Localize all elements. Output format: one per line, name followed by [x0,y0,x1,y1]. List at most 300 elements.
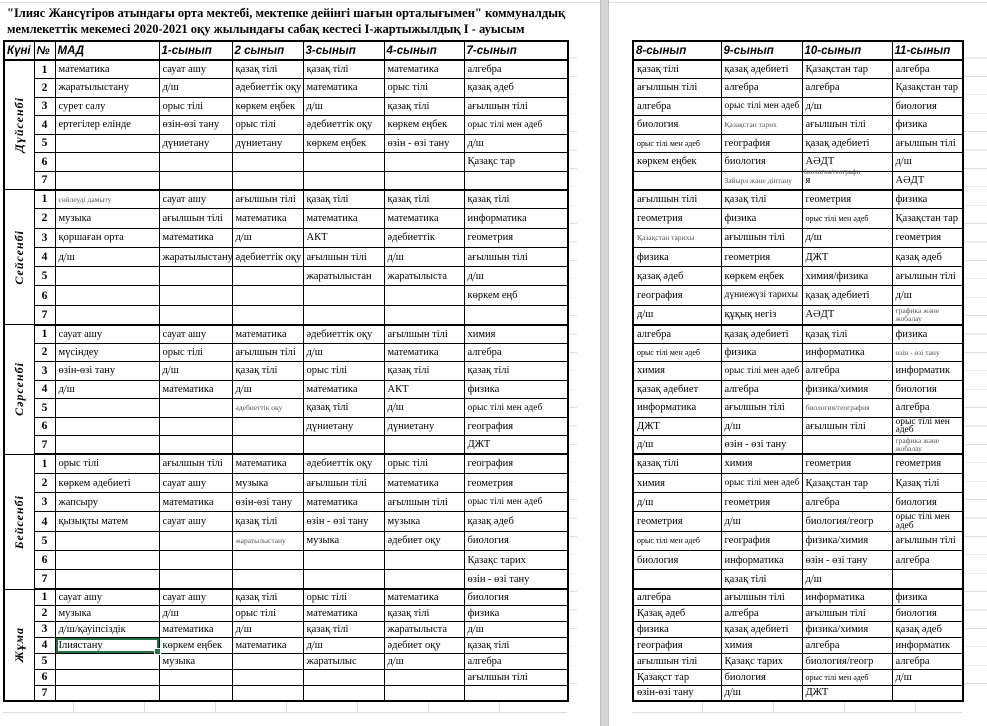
left-period-number-d3-r1[interactable]: 1 [34,325,55,344]
left-cell-d1-r1-c6[interactable]: алгебра [464,60,568,79]
right-cell-d1-r1-c1[interactable]: қазақ тілі [633,60,721,79]
right-cell-d1-r2-c2[interactable]: алгебра [721,79,802,98]
left-cell-d4-r1-c3[interactable]: математика [232,454,303,473]
right-cell-d2-r3-c1[interactable]: Қазақстан тарихы [633,228,721,247]
left-period-number-d3-r6[interactable]: 6 [34,417,55,436]
right-cell-d4-r5-c3[interactable]: физика/химия [802,531,892,550]
left-cell-d1-r4-c2[interactable]: өзін-өзі тану [159,116,232,135]
right-cell-d3-r3-c4[interactable]: информатик [892,362,963,381]
left-cell-d2-r7-c4[interactable] [303,305,384,324]
left-cell-d1-r5-c6[interactable]: д/ш [464,134,568,153]
left-period-number-d2-r2[interactable]: 2 [34,209,55,228]
left-period-number-d2-r3[interactable]: 3 [34,228,55,247]
left-cell-d2-r3-c2[interactable]: математика [159,228,232,247]
left-cell-d2-r1-c2[interactable]: сауат ашу [159,190,232,209]
left-cell-d2-r6-c6[interactable]: көркем еңб [464,286,568,305]
left-cell-d3-r1-c5[interactable]: ағылшын тілі [384,325,464,344]
right-cell-d1-r6-c1[interactable]: көркем еңбек [633,153,721,172]
left-cell-d1-r1-c2[interactable]: сауат ашу [159,60,232,79]
left-cell-d3-r3-c1[interactable]: өзін-өзі тану [55,362,159,381]
left-cell-d4-r3-c3[interactable]: өзін-өзі тану [232,493,303,512]
right-cell-d4-r2-c3[interactable]: Қазақстан тар [802,473,892,492]
left-cell-d2-r4-c3[interactable]: әдебиеттік оқу [232,247,303,266]
left-cell-d1-r3-c4[interactable]: д/ш [303,97,384,116]
left-cell-d3-r3-c6[interactable]: қазақ тілі [464,362,568,381]
right-cell-d3-r1-c4[interactable]: физика [892,325,963,344]
left-cell-d4-r4-c2[interactable]: сауат ашу [159,512,232,531]
right-cell-d1-r3-c2[interactable]: орыс тілі мен әдеб [721,97,802,116]
left-cell-d4-r1-c4[interactable]: әдебиеттік оқу [303,454,384,473]
right-cell-d5-r1-c1[interactable]: алгебра [633,589,721,605]
day-label-5[interactable] [4,589,34,701]
right-cell-d3-r6-c4[interactable]: орыс тілі мен әдеб [892,417,963,436]
right-column-header-1[interactable]: 8-сынып [633,41,721,60]
left-cell-d3-r3-c3[interactable]: қазақ тілі [232,362,303,381]
left-period-number-d2-r6[interactable]: 6 [34,286,55,305]
left-cell-d4-r2-c2[interactable]: сауат ашу [159,473,232,492]
left-cell-d4-r7-c4[interactable] [303,570,384,589]
right-cell-d3-r6-c1[interactable]: ДЖТ [633,417,721,436]
left-cell-d2-r2-c2[interactable]: ағылшын тілі [159,209,232,228]
left-cell-d2-r2-c1[interactable]: музыка [55,209,159,228]
left-cell-d1-r5-c4[interactable]: көркем еңбек [303,134,384,153]
left-cell-d5-r2-c4[interactable]: математика [303,605,384,621]
right-cell-d4-r7-c1[interactable] [633,570,721,589]
right-cell-d3-r2-c4[interactable]: өзін - өзі тану [892,343,963,362]
left-cell-d3-r6-c1[interactable] [55,417,159,436]
right-cell-d2-r1-c3[interactable]: геометрия [802,190,892,209]
right-cell-d2-r4-c4[interactable]: қазақ әдеб [892,247,963,266]
left-cell-d5-r7-c5[interactable] [384,685,464,701]
left-cell-d5-r1-c6[interactable]: биология [464,589,568,605]
left-cell-d5-r5-c6[interactable]: алгебра [464,653,568,669]
left-cell-d4-r5-c2[interactable] [159,531,232,550]
left-cell-d3-r2-c4[interactable]: д/ш [303,343,384,362]
day-label-4[interactable] [4,454,34,589]
left-period-number-d3-r3[interactable]: 3 [34,362,55,381]
right-cell-d3-r4-c3[interactable]: физика/химия [802,380,892,399]
right-cell-d3-r1-c3[interactable]: қазақ тілі [802,325,892,344]
right-cell-d5-r3-c1[interactable]: физика [633,621,721,637]
left-cell-d1-r3-c6[interactable]: ағылшын тілі [464,97,568,116]
left-period-number-d4-r5[interactable]: 5 [34,531,55,550]
right-cell-d1-r3-c1[interactable]: алгебра [633,97,721,116]
left-cell-d1-r4-c3[interactable]: орыс тілі [232,116,303,135]
right-cell-d5-r5-c1[interactable]: ағылшын тілі [633,653,721,669]
right-cell-d5-r4-c3[interactable]: алгебра [802,637,892,653]
right-cell-d3-r7-c3[interactable] [802,436,892,455]
left-cell-d4-r4-c6[interactable]: қазақ әдеб [464,512,568,531]
left-cell-d2-r5-c5[interactable]: жаратылыста [384,267,464,286]
left-cell-d3-r1-c2[interactable]: сауат ашу [159,325,232,344]
right-cell-d5-r7-c4[interactable] [892,685,963,701]
left-cell-d1-r7-c5[interactable] [384,171,464,190]
right-cell-d2-r6-c2[interactable]: дүниежүзі тарихы [721,286,802,305]
left-cell-d1-r2-c6[interactable]: қазақ әдеб [464,79,568,98]
right-cell-d2-r5-c2[interactable]: көркем еңбек [721,267,802,286]
right-cell-d1-r1-c3[interactable]: Қазақстан тар [802,60,892,79]
left-cell-d5-r2-c6[interactable]: физика [464,605,568,621]
left-period-number-d2-r7[interactable]: 7 [34,305,55,324]
left-cell-d3-r6-c5[interactable]: дүниетану [384,417,464,436]
left-cell-d3-r2-c5[interactable]: математика [384,343,464,362]
left-cell-d3-r7-c6[interactable]: ДЖТ [464,436,568,455]
right-cell-d3-r6-c2[interactable]: д/ш [721,417,802,436]
left-cell-d5-r1-c1[interactable]: сауат ашу [55,589,159,605]
right-cell-d1-r6-c2[interactable]: биология [721,153,802,172]
left-cell-d4-r4-c3[interactable]: қазақ тілі [232,512,303,531]
right-cell-d4-r3-c1[interactable]: д/ш [633,493,721,512]
left-cell-d2-r1-c3[interactable]: ағылшын тілі [232,190,303,209]
left-period-number-d5-r7[interactable]: 7 [34,685,55,701]
right-cell-d4-r6-c2[interactable]: информатика [721,551,802,570]
right-cell-d1-r4-c1[interactable]: биология [633,116,721,135]
right-cell-d5-r5-c3[interactable]: биология/геогр [802,653,892,669]
right-cell-d5-r6-c4[interactable]: д/ш [892,669,963,685]
right-cell-d5-r5-c4[interactable]: алгебра [892,653,963,669]
right-cell-d5-r2-c2[interactable]: алгебра [721,605,802,621]
left-cell-d4-r6-c4[interactable] [303,551,384,570]
left-cell-d5-r7-c6[interactable] [464,685,568,701]
right-cell-d5-r4-c2[interactable]: химия [721,637,802,653]
left-cell-d1-r1-c1[interactable]: математика [55,60,159,79]
right-cell-d5-r1-c3[interactable]: информатика [802,589,892,605]
right-cell-d3-r2-c1[interactable]: орыс тілі мен әдеб [633,343,721,362]
left-period-number-d2-r4[interactable]: 4 [34,247,55,266]
left-cell-d3-r6-c6[interactable]: география [464,417,568,436]
left-cell-d1-r6-c2[interactable] [159,153,232,172]
right-cell-d2-r6-c1[interactable]: география [633,286,721,305]
right-cell-d5-r2-c1[interactable]: Қазақ әдеб [633,605,721,621]
left-cell-d3-r3-c2[interactable]: д/ш [159,362,232,381]
right-cell-d3-r4-c4[interactable]: биология [892,380,963,399]
right-cell-d4-r2-c4[interactable]: Қазақ тілі [892,473,963,492]
left-cell-d1-r3-c2[interactable]: орыс тілі [159,97,232,116]
left-cell-d1-r1-c4[interactable]: қазақ тілі [303,60,384,79]
left-cell-d2-r1-c6[interactable]: қазақ тілі [464,190,568,209]
left-period-number-d1-r7[interactable]: 7 [34,171,55,190]
left-period-number-d4-r3[interactable]: 3 [34,493,55,512]
left-cell-d2-r3-c3[interactable]: д/ш [232,228,303,247]
right-cell-d2-r3-c2[interactable]: ағылшын тілі [721,228,802,247]
right-cell-d5-r2-c4[interactable]: биология [892,605,963,621]
right-cell-d4-r4-c2[interactable]: д/ш [721,512,802,531]
left-cell-d4-r7-c3[interactable] [232,570,303,589]
right-cell-d4-r5-c4[interactable]: ағылшын тілі [892,531,963,550]
right-cell-d5-r7-c2[interactable]: д/ш [721,685,802,701]
left-cell-d2-r2-c6[interactable]: информатика [464,209,568,228]
right-cell-d5-r1-c4[interactable]: физика [892,589,963,605]
right-cell-d4-r4-c3[interactable]: биология/геогр [802,512,892,531]
left-period-number-d1-r1[interactable]: 1 [34,60,55,79]
left-cell-d5-r1-c3[interactable]: қазақ тілі [232,589,303,605]
right-cell-d4-r3-c4[interactable]: биология [892,493,963,512]
right-cell-d3-r3-c1[interactable]: химия [633,362,721,381]
left-cell-d5-r2-c3[interactable]: орыс тілі [232,605,303,621]
left-cell-d4-r4-c1[interactable]: қызықты матем [55,512,159,531]
left-cell-d2-r3-c5[interactable]: әдебиеттік [384,228,464,247]
right-cell-d4-r4-c1[interactable]: геометрия [633,512,721,531]
right-cell-d2-r4-c1[interactable]: физика [633,247,721,266]
left-cell-d5-r4-c6[interactable]: қазақ тілі [464,637,568,653]
right-cell-d2-r7-c3[interactable]: АӘДТ [802,305,892,324]
left-period-number-d4-r6[interactable]: 6 [34,551,55,570]
right-cell-d3-r7-c1[interactable]: д/ш [633,436,721,455]
left-cell-d4-r5-c1[interactable] [55,531,159,550]
left-period-number-d5-r4[interactable]: 4 [34,637,55,653]
left-period-number-d3-r4[interactable]: 4 [34,380,55,399]
left-cell-d3-r4-c6[interactable]: физика [464,380,568,399]
right-cell-d1-r7-c1[interactable] [633,171,721,190]
left-cell-d4-r2-c6[interactable]: геометрия [464,473,568,492]
right-cell-d2-r1-c1[interactable]: ағылшын тілі [633,190,721,209]
left-period-number-d1-r5[interactable]: 5 [34,134,55,153]
right-cell-d3-r5-c1[interactable]: информатика [633,399,721,418]
left-period-number-d3-r7[interactable]: 7 [34,436,55,455]
day-label-3[interactable] [4,325,34,455]
day-label-2[interactable] [4,190,34,325]
left-cell-d1-r6-c3[interactable] [232,153,303,172]
right-cell-d5-r7-c3[interactable]: ДЖТ [802,685,892,701]
left-cell-d1-r1-c5[interactable]: математика [384,60,464,79]
left-cell-d2-r6-c5[interactable] [384,286,464,305]
left-cell-d5-r2-c2[interactable]: д/ш [159,605,232,621]
right-cell-d5-r6-c1[interactable]: Қазақст тар [633,669,721,685]
left-cell-d1-r4-c1[interactable]: ертегілер елінде [55,116,159,135]
left-cell-d2-r7-c5[interactable] [384,305,464,324]
left-cell-d2-r3-c1[interactable]: қоршаған орта [55,228,159,247]
right-cell-d3-r7-c4[interactable]: графика және жобалау [892,436,963,455]
left-cell-d1-r4-c6[interactable]: орыс тілі мен әдеб [464,116,568,135]
left-period-number-d3-r2[interactable]: 2 [34,343,55,362]
left-cell-d3-r4-c1[interactable]: д/ш [55,380,159,399]
left-period-number-d5-r5[interactable]: 5 [34,653,55,669]
left-period-number-d1-r6[interactable]: 6 [34,153,55,172]
left-cell-d1-r3-c5[interactable]: қазақ тілі [384,97,464,116]
left-cell-d5-r3-c3[interactable]: д/ш [232,621,303,637]
left-period-number-d4-r1[interactable]: 1 [34,454,55,473]
right-cell-d4-r7-c4[interactable] [892,570,963,589]
left-cell-d4-r5-c6[interactable]: биология [464,531,568,550]
right-cell-d5-r3-c4[interactable]: қазақ әдеб [892,621,963,637]
left-cell-d3-r2-c2[interactable]: орыс тілі [159,343,232,362]
right-cell-d5-r3-c3[interactable]: физика/химия [802,621,892,637]
left-cell-d2-r5-c3[interactable] [232,267,303,286]
right-cell-d2-r5-c4[interactable]: ағылшын тілі [892,267,963,286]
left-cell-d1-r7-c6[interactable] [464,171,568,190]
right-cell-d2-r5-c3[interactable]: химия/физика [802,267,892,286]
left-cell-d2-r2-c5[interactable]: математика [384,209,464,228]
left-cell-d3-r1-c6[interactable]: химия [464,325,568,344]
left-cell-d1-r7-c2[interactable] [159,171,232,190]
left-cell-d1-r6-c1[interactable] [55,153,159,172]
right-cell-d1-r5-c1[interactable]: орыс тілі мен әдеб [633,134,721,153]
right-cell-d1-r3-c4[interactable]: биология [892,97,963,116]
left-column-header-7[interactable]: 4-сынып [384,41,464,60]
right-cell-d5-r4-c4[interactable]: информатик [892,637,963,653]
left-cell-d5-r3-c2[interactable]: математика [159,621,232,637]
left-period-number-d5-r1[interactable]: 1 [34,589,55,605]
left-cell-d1-r7-c4[interactable] [303,171,384,190]
left-cell-d4-r4-c4[interactable]: өзін - өзі тану [303,512,384,531]
left-cell-d5-r7-c2[interactable] [159,685,232,701]
left-cell-d5-r7-c3[interactable] [232,685,303,701]
right-cell-d1-r2-c1[interactable]: ағылшын тілі [633,79,721,98]
right-cell-d4-r6-c1[interactable]: биология [633,551,721,570]
left-cell-d5-r6-c6[interactable]: ағылшын тілі [464,669,568,685]
right-cell-d3-r3-c3[interactable]: алгебра [802,362,892,381]
left-cell-d1-r5-c5[interactable]: өзін - өзі тану [384,134,464,153]
right-cell-d2-r1-c4[interactable]: физика [892,190,963,209]
right-cell-d1-r4-c3[interactable]: ағылшын тілі [802,116,892,135]
left-cell-d5-r5-c4[interactable]: жаратылыс [303,653,384,669]
left-cell-d2-r4-c1[interactable]: д/ш [55,247,159,266]
left-cell-d2-r4-c6[interactable]: ағылшын тілі [464,247,568,266]
left-column-header-4[interactable]: 1-сынып [159,41,232,60]
right-cell-d5-r4-c1[interactable]: география [633,637,721,653]
left-cell-d1-r5-c2[interactable]: дүниетану [159,134,232,153]
left-cell-d1-r2-c5[interactable]: орыс тілі [384,79,464,98]
left-cell-d3-r4-c2[interactable]: математика [159,380,232,399]
left-cell-d1-r2-c1[interactable]: жаратылыстану [55,79,159,98]
left-cell-d1-r6-c4[interactable] [303,153,384,172]
left-cell-d2-r3-c6[interactable]: геометрия [464,228,568,247]
left-cell-d3-r7-c2[interactable] [159,436,232,455]
right-cell-d5-r6-c2[interactable]: биология [721,669,802,685]
left-cell-d4-r5-c3[interactable]: жаратылыстану [232,531,303,550]
left-cell-d3-r7-c4[interactable] [303,436,384,455]
left-cell-d2-r5-c6[interactable]: д/ш [464,267,568,286]
left-cell-d2-r2-c4[interactable]: математика [303,209,384,228]
right-cell-d5-r7-c1[interactable]: өзін-өзі тану [633,685,721,701]
right-cell-d1-r4-c2[interactable]: Қазақстан тарих [721,116,802,135]
left-cell-d5-r6-c5[interactable] [384,669,464,685]
left-cell-d3-r6-c4[interactable]: дүниетану [303,417,384,436]
right-cell-d4-r3-c2[interactable]: геометрия [721,493,802,512]
right-cell-d2-r6-c3[interactable]: қазақ әдебиеті [802,286,892,305]
left-cell-d3-r2-c6[interactable]: алгебра [464,343,568,362]
left-cell-d1-r5-c3[interactable]: дүниетану [232,134,303,153]
left-cell-d4-r7-c5[interactable] [384,570,464,589]
left-column-header-1[interactable]: Күні [4,41,34,60]
right-column-header-3[interactable]: 10-сынып [802,41,892,60]
right-column-header-4[interactable]: 11-сынып [892,41,963,60]
right-cell-d2-r2-c4[interactable]: Қазақстан тар [892,209,963,228]
left-cell-d2-r3-c4[interactable]: АКТ [303,228,384,247]
left-column-header-5[interactable]: 2 сынып [232,41,303,60]
left-cell-d4-r6-c3[interactable] [232,551,303,570]
left-cell-d4-r7-c1[interactable] [55,570,159,589]
left-cell-d4-r1-c2[interactable]: ағылшын тілі [159,454,232,473]
left-cell-d3-r7-c1[interactable] [55,436,159,455]
left-cell-d3-r2-c3[interactable]: ағылшын тілі [232,343,303,362]
left-cell-d2-r5-c2[interactable] [159,267,232,286]
left-cell-d1-r7-c3[interactable] [232,171,303,190]
right-cell-d3-r7-c2[interactable]: өзін - өзі тану [721,436,802,455]
left-cell-d3-r1-c1[interactable]: сауат ашу [55,325,159,344]
left-cell-d3-r5-c6[interactable]: орыс тілі мен әдеб [464,399,568,418]
left-cell-d2-r5-c1[interactable] [55,267,159,286]
left-cell-d4-r1-c6[interactable]: география [464,454,568,473]
left-period-number-d4-r4[interactable]: 4 [34,512,55,531]
left-cell-d2-r7-c3[interactable] [232,305,303,324]
right-cell-d4-r1-c4[interactable]: геометрия [892,454,963,473]
right-column-header-2[interactable]: 9-сынып [721,41,802,60]
right-cell-d3-r6-c3[interactable]: ағылшын тілі [802,417,892,436]
right-cell-d3-r3-c2[interactable]: орыс тілі мен әдеб [721,362,802,381]
left-cell-d1-r5-c1[interactable] [55,134,159,153]
left-cell-d5-r6-c2[interactable] [159,669,232,685]
left-cell-d4-r6-c2[interactable] [159,551,232,570]
right-cell-d1-r6-c4[interactable]: д/ш [892,153,963,172]
left-cell-d4-r2-c5[interactable]: математика [384,473,464,492]
right-cell-d1-r4-c4[interactable]: физика [892,116,963,135]
left-cell-d1-r3-c3[interactable]: көркем еңбек [232,97,303,116]
left-cell-d5-r4-c5[interactable]: әдебиет оқу [384,637,464,653]
left-column-header-8[interactable]: 7-сынып [464,41,568,60]
right-cell-d1-r1-c2[interactable]: қазақ әдебиеті [721,60,802,79]
right-cell-d2-r4-c2[interactable]: геометрия [721,247,802,266]
left-period-number-d3-r5[interactable]: 5 [34,399,55,418]
right-cell-d2-r5-c1[interactable]: қазақ әдеб [633,267,721,286]
right-cell-d1-r7-c3[interactable]: я [802,171,892,190]
right-cell-d1-r6-c3[interactable]: АӘДТ биология/географи [802,153,892,172]
left-cell-d4-r5-c4[interactable]: музыка [303,531,384,550]
left-cell-d2-r5-c4[interactable]: жаратылыстан [303,267,384,286]
left-cell-d4-r3-c4[interactable]: математика [303,493,384,512]
left-cell-d3-r5-c3[interactable]: әдебиеттік оқу [232,399,303,418]
left-cell-d5-r3-c6[interactable]: д/ш [464,621,568,637]
left-cell-d4-r2-c3[interactable]: музыка [232,473,303,492]
right-cell-d4-r2-c1[interactable]: химия [633,473,721,492]
left-cell-d3-r3-c5[interactable]: қазақ тілі [384,362,464,381]
left-cell-d5-r3-c4[interactable]: қазақ тілі [303,621,384,637]
left-cell-d5-r5-c1[interactable] [55,653,159,669]
right-cell-d2-r2-c1[interactable]: геометрия [633,209,721,228]
right-cell-d2-r4-c3[interactable]: ДЖТ [802,247,892,266]
left-cell-d4-r6-c1[interactable] [55,551,159,570]
left-cell-d5-r6-c1[interactable] [55,669,159,685]
right-cell-d1-r1-c4[interactable]: алгебра [892,60,963,79]
left-cell-d1-r7-c1[interactable] [55,171,159,190]
left-cell-d5-r1-c4[interactable]: орыс тілі [303,589,384,605]
left-cell-d1-r2-c4[interactable]: математика [303,79,384,98]
left-cell-d2-r7-c6[interactable] [464,305,568,324]
left-cell-d3-r3-c4[interactable]: орыс тілі [303,362,384,381]
left-cell-d2-r6-c1[interactable] [55,286,159,305]
right-cell-d2-r3-c3[interactable]: д/ш [802,228,892,247]
left-cell-d3-r5-c1[interactable] [55,399,159,418]
left-cell-d1-r4-c4[interactable]: әдебиеттік оқу [303,116,384,135]
left-period-number-d1-r4[interactable]: 4 [34,116,55,135]
left-cell-d5-r4-c1[interactable]: Ілиястану [55,637,159,653]
right-cell-d3-r5-c3[interactable]: биология/география [802,399,892,418]
right-cell-d1-r2-c4[interactable]: Қазақстан тар [892,79,963,98]
right-cell-d4-r4-c4[interactable]: орыс тілі мен әдеб [892,512,963,531]
right-cell-d3-r2-c2[interactable]: физика [721,343,802,362]
left-cell-d3-r4-c5[interactable]: АКТ [384,380,464,399]
left-cell-d1-r1-c3[interactable]: қазақ тілі [232,60,303,79]
left-cell-d4-r4-c5[interactable]: музыка [384,512,464,531]
left-cell-d4-r1-c5[interactable]: орыс тілі [384,454,464,473]
right-cell-d2-r7-c2[interactable]: құқық негіз [721,305,802,324]
right-cell-d3-r5-c4[interactable]: алгебра [892,399,963,418]
left-cell-d4-r6-c6[interactable]: Қазақс тарих [464,551,568,570]
left-cell-d1-r4-c5[interactable]: көркем еңбек [384,116,464,135]
left-period-number-d2-r1[interactable]: 1 [34,190,55,209]
left-cell-d2-r6-c4[interactable] [303,286,384,305]
left-cell-d4-r2-c4[interactable]: ағылшын тілі [303,473,384,492]
